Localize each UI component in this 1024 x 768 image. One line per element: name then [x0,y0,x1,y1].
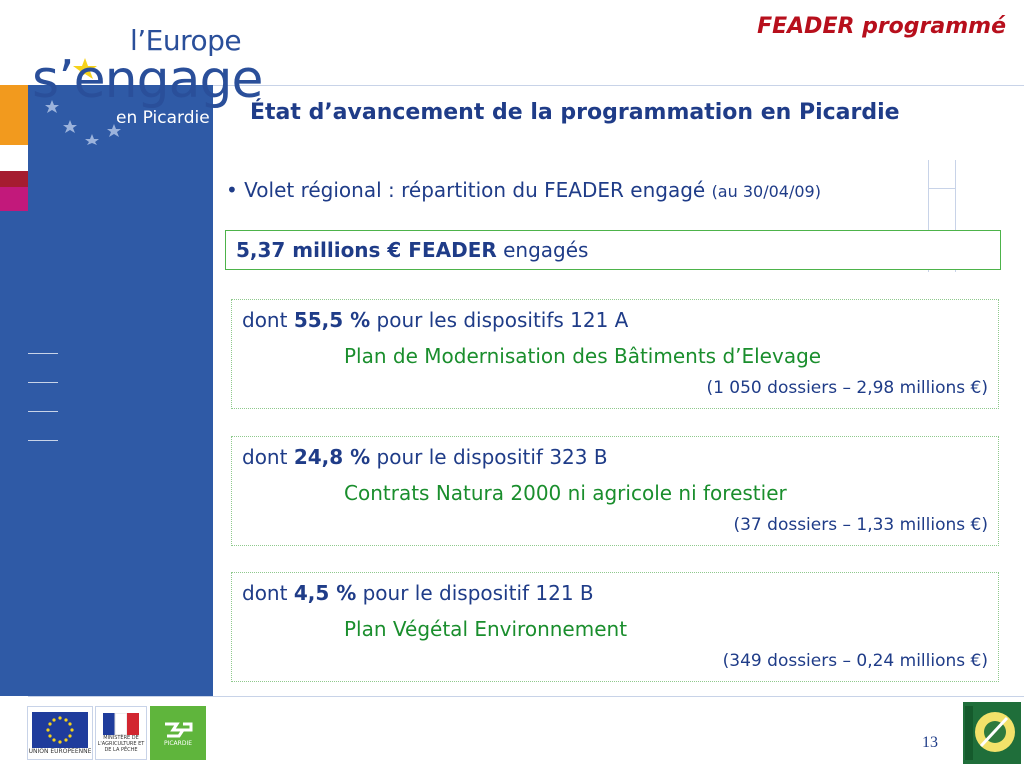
grid-line [28,353,58,354]
stripe-orange [0,85,28,145]
stripe-blue [0,211,28,696]
leader-logo-graphic [963,702,1021,764]
page-number: 13 [922,734,938,751]
footer-divider [28,696,1024,697]
grid-line [28,411,58,412]
item-detail: (37 dossiers – 1,33 millions €) [733,515,988,535]
item-detail: (1 050 dossiers – 2,98 millions €) [706,378,988,398]
star-icon [63,120,77,133]
slide-title: État d’avancement de la programmation en Picardie [250,100,900,125]
subtitle [226,178,821,202]
grid-line [28,382,58,383]
dispositif-item [231,436,999,546]
logo-text-sengage: s’engage [32,50,263,110]
item-heading [242,581,594,605]
item-prefix: dont [242,308,288,332]
stripe-red [0,171,28,187]
item-program: Plan Végétal Environnement [344,617,628,641]
item-suffix: pour le dispositif 323 B [376,445,608,469]
summary-text [236,238,588,262]
eu-label: UNION EUROPÉENNE [28,747,92,755]
item-program: Contrats Natura 2000 ni agricole ni forestier [344,481,787,505]
item-percent: 24,8 % [293,445,371,469]
grid-line [28,440,58,441]
corner-title: FEADER programmé [757,14,1006,39]
logo-text-picardie: en Picardie [116,108,210,128]
summary-amount: 5,37 millions € FEADER [236,238,497,262]
item-suffix: pour les dispositifs 121 A [376,308,629,332]
summary-box [225,230,1001,270]
europe-logo [30,20,263,145]
left-blue-band [28,85,213,696]
eu-flag-icon [32,712,88,748]
item-prefix: dont [242,581,288,605]
leader-logo-icon [963,702,1021,764]
subtitle-date: (au 30/04/09) [711,182,821,201]
eu-logo [27,706,93,760]
dispositif-item [231,572,999,682]
item-suffix: pour le dispositif 121 B [362,581,594,605]
item-percent: 4,5 % [293,581,357,605]
bullet: • [226,178,238,202]
item-heading [242,308,628,332]
picardie-logo [150,706,206,760]
picardie-logo-icon [163,720,193,740]
item-program: Plan de Modernisation des Bâtiments d’Elevage [344,344,822,368]
left-color-stripes [0,85,28,696]
star-icon [85,134,99,145]
grid-line [928,188,956,189]
item-detail: (349 dossiers – 0,24 millions €) [722,651,988,671]
item-prefix: dont [242,445,288,469]
stripe-white [0,145,28,171]
dispositif-item [231,299,999,409]
summary-rest: engagés [503,238,589,262]
marianne-icon [103,713,139,735]
subtitle-text: Volet régional : répartition du FEADER engagé [244,178,706,202]
ministry-label: MINISTÈRE DE L'AGRICULTURE ET DE LA PÊCHE [97,735,145,753]
item-percent: 55,5 % [293,308,371,332]
stripe-magenta [0,187,28,211]
grid-line [213,85,1024,86]
ministry-logo [95,706,147,760]
picardie-label: PICARDIE [163,739,193,747]
logo-text-europe: l’Europe [130,24,242,57]
item-heading [242,445,608,469]
